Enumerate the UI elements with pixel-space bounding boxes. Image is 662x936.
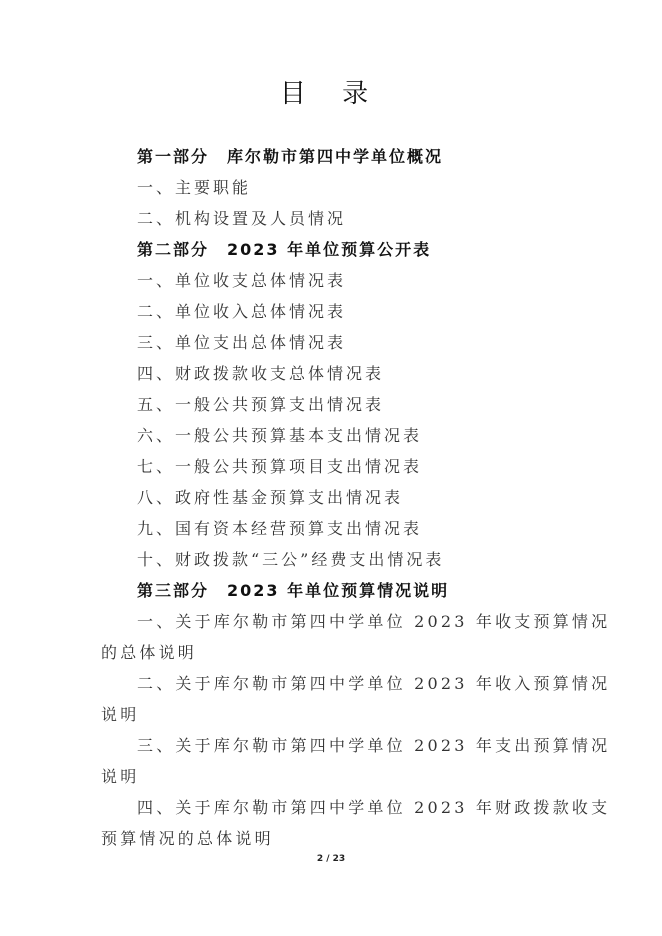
toc-paragraph-line: 三、关于库尔勒市第四中学单位 2023 年支出预算情况 bbox=[137, 736, 611, 755]
toc-item[interactable]: 七、一般公共预算项目支出情况表 bbox=[137, 457, 423, 476]
toc-paragraph-line: 的总体说明 bbox=[101, 643, 198, 662]
toc-paragraph-line: 四、关于库尔勒市第四中学单位 2023 年财政拨款收支 bbox=[137, 798, 611, 817]
toc-part3-heading[interactable]: 第三部分 2023 年单位预算情况说明 bbox=[137, 581, 450, 600]
toc-paragraph-item[interactable] bbox=[101, 792, 611, 854]
toc-item[interactable]: 四、财政拨款收支总体情况表 bbox=[137, 364, 385, 383]
toc-item[interactable]: 二、单位收入总体情况表 bbox=[137, 302, 347, 321]
toc-item[interactable]: 一、主要职能 bbox=[137, 178, 252, 197]
toc-paragraph-item[interactable] bbox=[101, 730, 611, 792]
table-of-contents bbox=[101, 141, 611, 854]
toc-paragraph-item[interactable] bbox=[101, 668, 611, 730]
toc-part2-heading[interactable]: 第二部分 2023 年单位预算公开表 bbox=[137, 240, 432, 259]
toc-part1-heading[interactable]: 第一部分 库尔勒市第四中学单位概况 bbox=[137, 147, 444, 166]
toc-item[interactable]: 一、单位收支总体情况表 bbox=[137, 271, 347, 290]
toc-item[interactable]: 九、国有资本经营预算支出情况表 bbox=[137, 519, 423, 538]
toc-paragraph-line: 一、关于库尔勒市第四中学单位 2023 年收支预算情况 bbox=[137, 612, 611, 631]
toc-item[interactable]: 三、单位支出总体情况表 bbox=[137, 333, 347, 352]
toc-item[interactable]: 六、一般公共预算基本支出情况表 bbox=[137, 426, 423, 445]
toc-item[interactable]: 十、财政拨款“三公”经费支出情况表 bbox=[137, 550, 445, 569]
toc-paragraph-line: 说明 bbox=[101, 705, 140, 724]
toc-paragraph-line: 说明 bbox=[101, 767, 140, 786]
toc-item[interactable]: 八、政府性基金预算支出情况表 bbox=[137, 488, 404, 507]
toc-paragraph-line: 二、关于库尔勒市第四中学单位 2023 年收入预算情况 bbox=[137, 674, 611, 693]
page-title: 目 录 bbox=[279, 79, 383, 109]
toc-paragraph-line: 预算情况的总体说明 bbox=[101, 829, 274, 848]
toc-item[interactable]: 二、机构设置及人员情况 bbox=[137, 209, 347, 228]
page-number: 2 / 23 bbox=[316, 854, 346, 864]
toc-paragraph-item[interactable] bbox=[101, 606, 611, 668]
toc-item[interactable]: 五、一般公共预算支出情况表 bbox=[137, 395, 385, 414]
